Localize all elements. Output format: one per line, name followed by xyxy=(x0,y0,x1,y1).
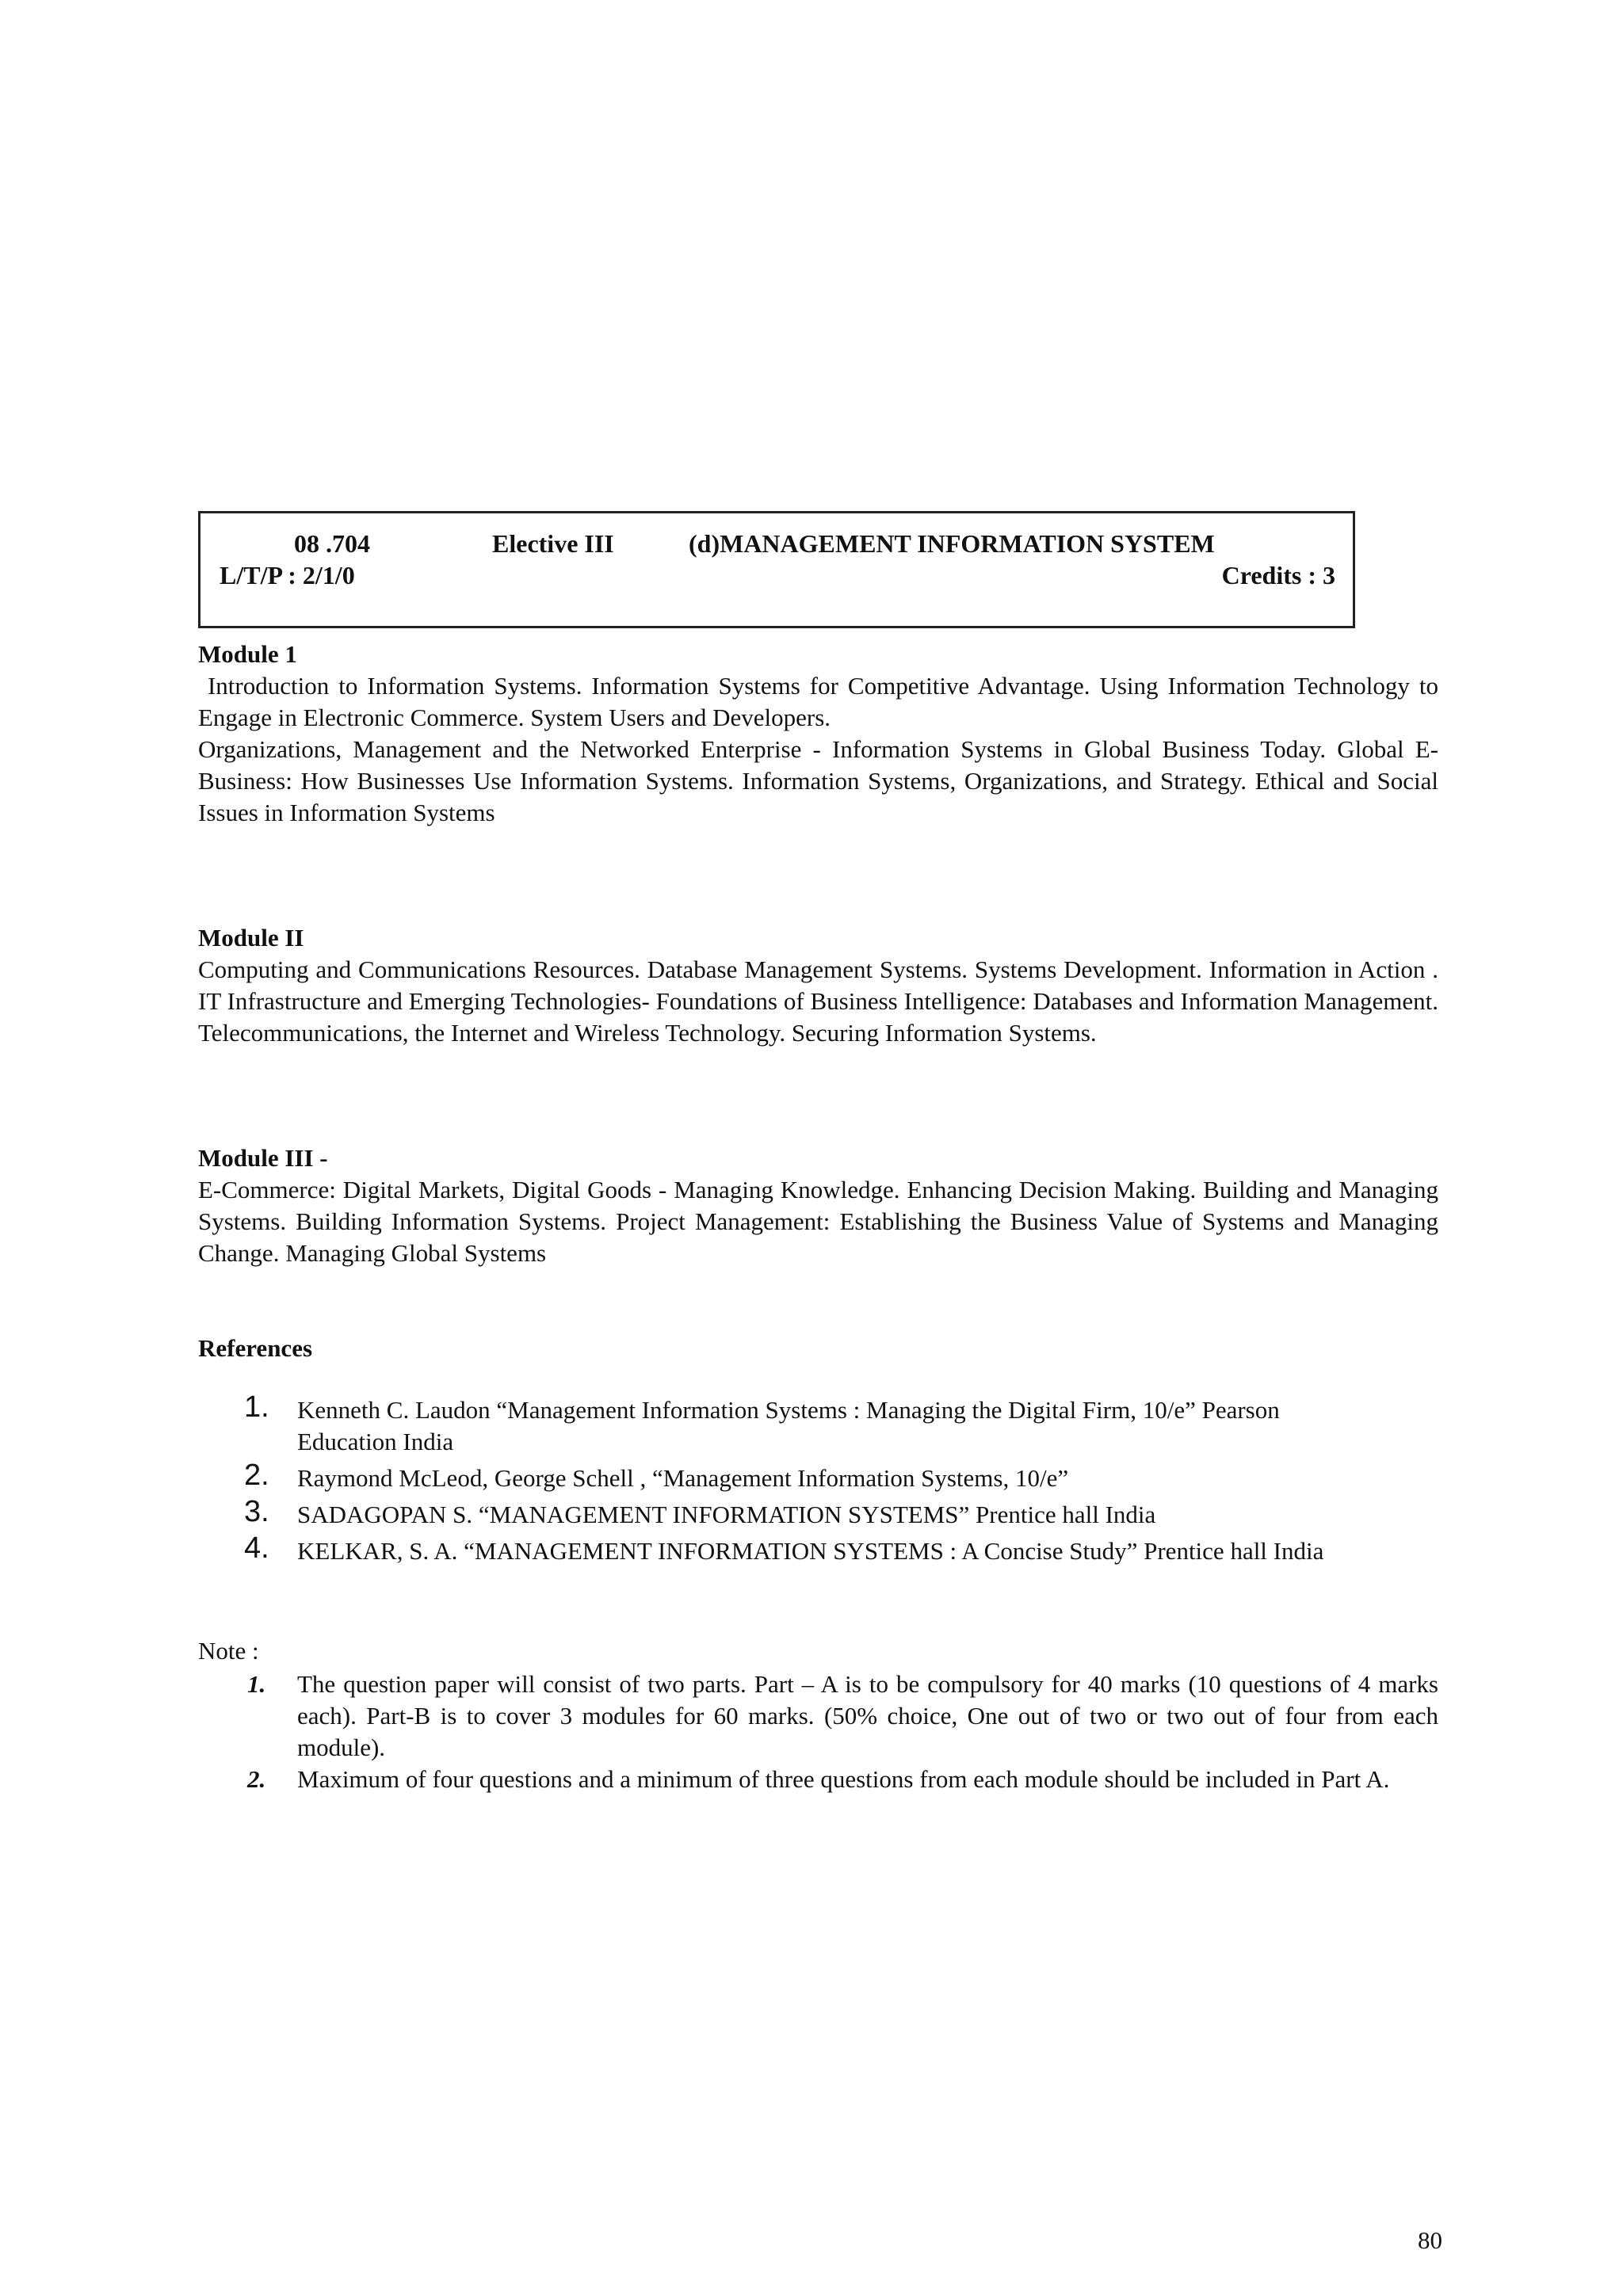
reference-item xyxy=(198,1390,1438,1458)
references-title: References xyxy=(198,1334,313,1362)
course-code: 08 .704 xyxy=(294,529,370,558)
module-body xyxy=(198,1174,1438,1269)
reference-number: 1. xyxy=(244,1390,269,1424)
note-number: 2. xyxy=(247,1765,266,1793)
reference-item xyxy=(198,1459,1438,1494)
reference-item xyxy=(198,1495,1438,1531)
note-text: The question paper will consist of two parts. Part – A is to be compulsory for 40 marks (10 questions of 4 marks each). Part-B is to cover 3 modules for 60 marks. (50% choice, One out of two or two out of four from each module). xyxy=(297,1670,1438,1761)
module-2-section xyxy=(198,922,1438,1049)
module-3-section xyxy=(198,1142,1438,1269)
module-paragraph: Computing and Communications Resources. Database Management Systems. Systems Development. Information in Action . IT Infrastructure and Emerging Technologies- Foundations of Business Intelligence: Databases and Information Management. Telecommunications, the Internet and Wireless Technology. Securing Information Systems. xyxy=(198,955,1438,1047)
reference-number: 2. xyxy=(244,1459,269,1492)
module-body xyxy=(198,670,1445,829)
reference-item xyxy=(198,1531,1438,1567)
module-paragraph: Introduction to Information Systems. Information Systems for Competitive Advantage. Using Information Technology to Engage in Electronic Commerce. System Users and Developers. xyxy=(198,672,1445,731)
module-1-section xyxy=(198,639,1445,829)
syllabus-page xyxy=(198,0,1445,2296)
elective-label: Elective III xyxy=(492,529,614,558)
module-title: Module 1 xyxy=(198,640,297,668)
ltp-label: L/T/P : 2/1/0 xyxy=(220,561,355,589)
note-number: 1. xyxy=(247,1670,266,1698)
course-title: (d)MANAGEMENT INFORMATION SYSTEM xyxy=(689,529,1215,558)
note-item xyxy=(198,1764,1438,1795)
note-label: Note : xyxy=(198,1637,259,1665)
course-header-box xyxy=(198,511,1355,628)
module-paragraph: Organizations, Management and the Networked Enterprise - Information Systems in Global Business Today. Global E-Business: How Businesses Use Information Systems. Information Systems, Organizations, and Strategy. Ethical and Social Issues in Information Systems xyxy=(198,735,1438,826)
module-paragraph: E-Commerce: Digital Markets, Digital Goods - Managing Knowledge. Enhancing Decision Making. Building and Managing Systems. Building Information Systems. Project Management: Establishing the Business Value of Systems and Managing Change. Managing Global Systems xyxy=(198,1176,1438,1267)
page-number: 80 xyxy=(1418,2226,1442,2254)
reference-text: SADAGOPAN S. “MANAGEMENT INFORMATION SYSTEMS” Prentice hall India xyxy=(297,1501,1156,1528)
note-item xyxy=(198,1669,1438,1764)
module-title: Module III - xyxy=(198,1144,328,1172)
note-text: Maximum of four questions and a minimum of three questions from each module should be included in Part A. xyxy=(297,1765,1390,1793)
reference-number: 4. xyxy=(244,1531,269,1565)
note-list xyxy=(198,1669,1438,1795)
references-list xyxy=(198,1390,1438,1572)
reference-text: Kenneth C. Laudon “Management Information Systems : Managing the Digital Firm, 10/e” Pearson Education India xyxy=(297,1396,1280,1455)
module-body xyxy=(198,954,1438,1049)
credits-label: Credits : 3 xyxy=(1221,561,1335,589)
module-title: Module II xyxy=(198,924,304,952)
reference-text: KELKAR, S. A. “MANAGEMENT INFORMATION SYSTEMS : A Concise Study” Prentice hall India xyxy=(297,1537,1324,1565)
reference-text: Raymond McLeod, George Schell , “Management Information Systems, 10/e” xyxy=(297,1464,1069,1492)
reference-number: 3. xyxy=(244,1495,269,1528)
